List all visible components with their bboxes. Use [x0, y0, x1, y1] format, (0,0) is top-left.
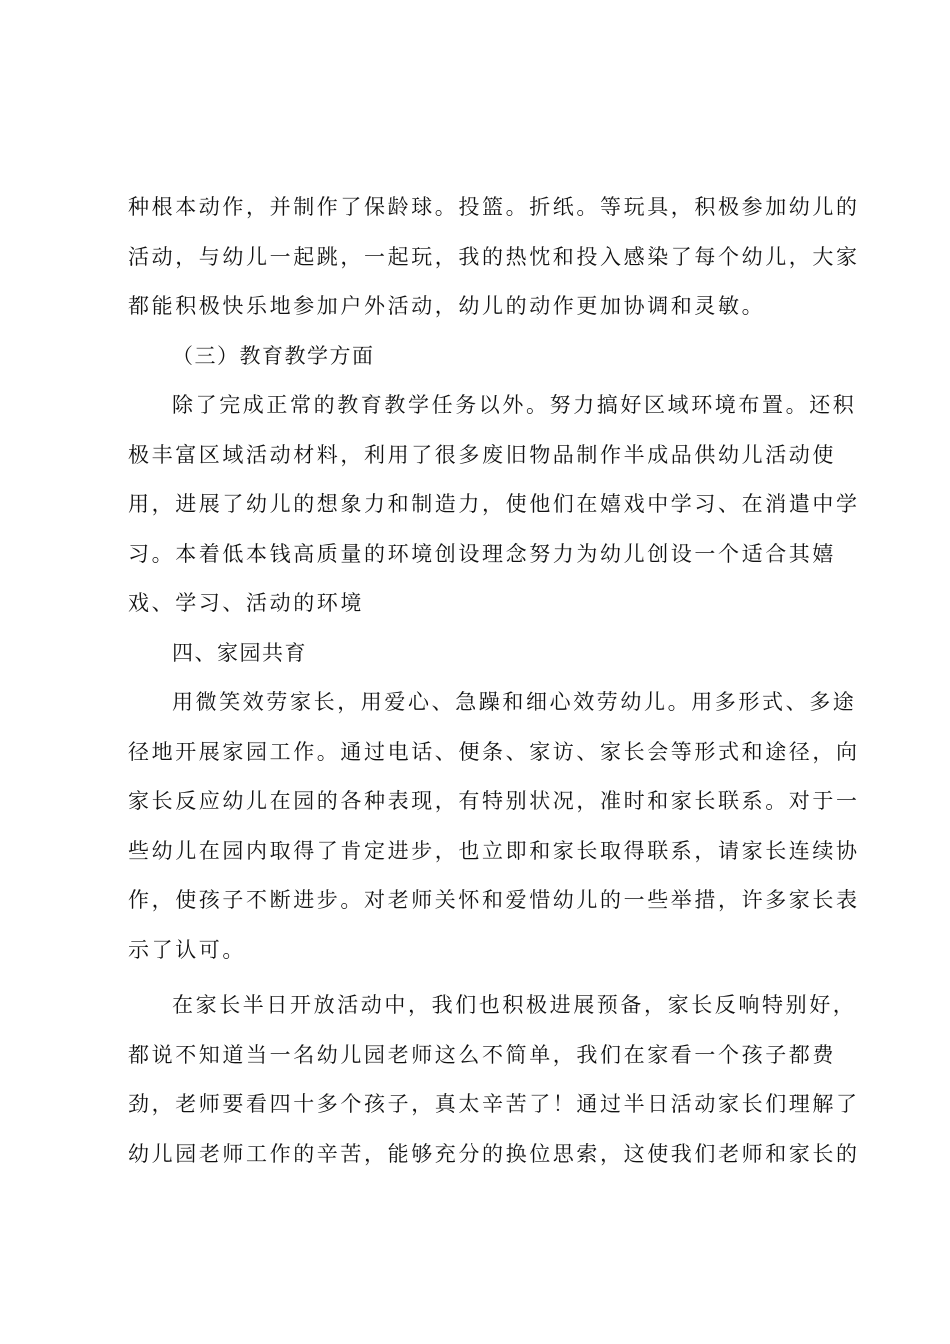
text-line: 用，进展了幼儿的想象力和制造力，使他们在嬉戏中学习、在消遣中学 — [128, 492, 860, 516]
text-line: 作，使孩子不断进步。对老师关怀和爱惜幼儿的一些举措，许多家长表 — [128, 888, 860, 912]
text-line: 径地开展家园工作。通过电话、便条、家访、家长会等形式和途径，向 — [128, 739, 860, 764]
text-line: 在家长半日开放活动中，我们也积极进展预备，家长反响特别好， — [172, 993, 857, 1017]
paragraph-education — [128, 384, 860, 632]
text-line: 习。本着低本钱高质量的环境创设理念努力为幼儿创设一个适合其嬉 — [128, 541, 836, 566]
heading-text: （三）教育教学方面 — [172, 343, 375, 368]
paragraph-continuation — [128, 186, 860, 335]
heading-text: 四、家园共育 — [172, 640, 307, 665]
text-line: 都说不知道当一名幼儿园老师这么不简单，我们在家看一个孩子都费 — [128, 1042, 836, 1067]
text-line: 种根本动作，并制作了保龄球。投篮。折纸。等玩具，积极参加幼儿的 — [128, 195, 860, 219]
paragraph-home-school — [128, 681, 860, 978]
text-line: 都能积极快乐地参加户外活动，幼儿的动作更加协调和灵敏。 — [128, 294, 766, 318]
section-heading-education — [128, 335, 834, 385]
paragraph-open-day — [128, 984, 860, 1182]
text-line: 活动，与幼儿一起跳，一起玩，我的热忱和投入感染了每个幼儿，大家 — [128, 244, 860, 269]
text-line: 示了认可。 — [128, 937, 246, 962]
text-line: 除了完成正常的教育教学任务以外。努力搞好区域环境布置。还积 — [172, 393, 857, 417]
text-line: 劲，老师要看四十多个孩子，真太辛苦了！通过半日活动家长们理解了 — [128, 1092, 860, 1116]
text-line: 用微笑效劳家长，用爱心、急躁和细心效劳幼儿。用多形式、多途 — [172, 690, 857, 714]
section-heading-home-school — [128, 632, 834, 682]
document-page — [128, 186, 860, 1182]
text-line: 些幼儿在园内取得了肯定进步，也立即和家长取得联系，请家长连续协 — [128, 838, 860, 863]
text-line: 戏、学习、活动的环境 — [128, 591, 364, 615]
text-line: 极丰富区域活动材料，利用了很多废旧物品制作半成品供幼儿活动使 — [128, 442, 836, 467]
text-line: 幼儿园老师工作的辛苦，能够充分的换位思索，这使我们老师和家长的 — [128, 1141, 860, 1166]
text-line: 家长反应幼儿在园的各种表现，有特别状况，准时和家长联系。对于一 — [128, 789, 860, 813]
